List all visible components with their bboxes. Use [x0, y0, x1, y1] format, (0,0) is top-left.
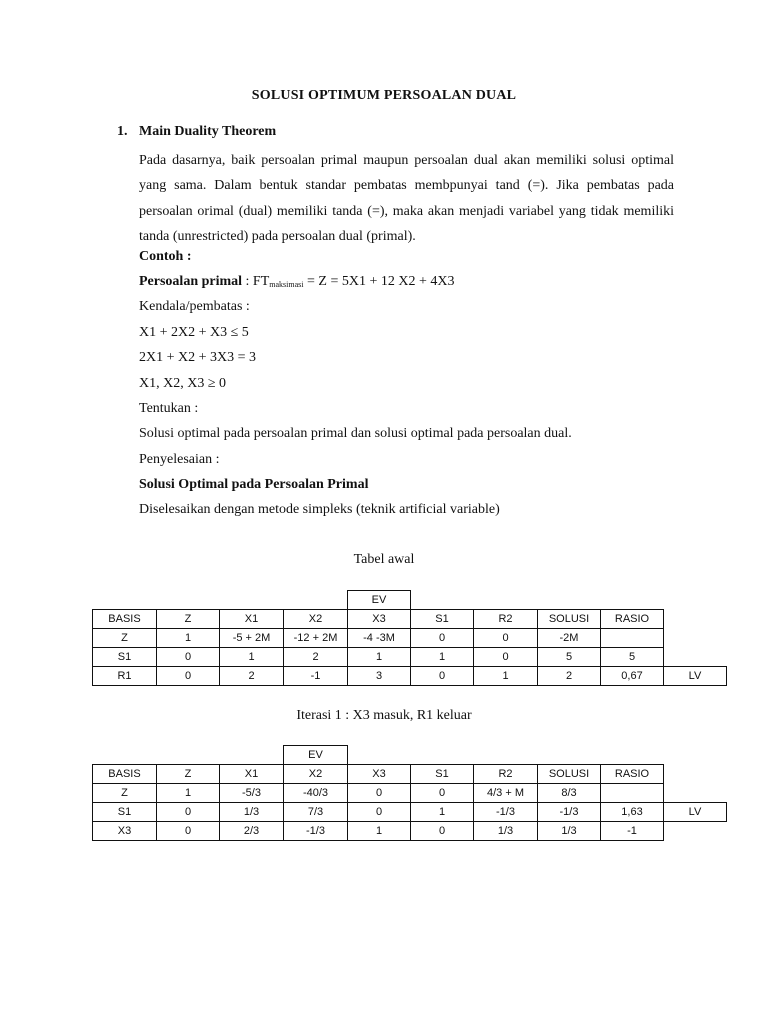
table-cell: 1/3	[474, 822, 538, 841]
table-cell: 0	[411, 667, 474, 686]
table-cell: S1	[93, 648, 157, 667]
table-row	[93, 629, 727, 648]
leaving-variable-note: LV	[664, 667, 727, 686]
table-cell: -12 + 2M	[284, 629, 348, 648]
table-cell: 1	[220, 648, 284, 667]
table-cell: 0	[411, 822, 474, 841]
table-row	[93, 803, 727, 822]
table-cell: Z	[93, 629, 157, 648]
page-title: SOLUSI OPTIMUM PERSOALAN DUAL	[251, 88, 517, 103]
header-cell: R2	[474, 765, 538, 784]
header-cell: Z	[157, 610, 220, 629]
table-cell: -4 -3M	[348, 629, 411, 648]
header-cell: X2	[284, 610, 348, 629]
table-cell: 1,63	[601, 803, 664, 822]
table-2-caption: Iterasi 1 : X3 masuk, R1 keluar	[296, 708, 472, 723]
constraint-2: 2X1 + X2 + 3X3 = 3	[139, 350, 257, 365]
header-cell: R2	[474, 610, 538, 629]
table-row	[93, 667, 727, 686]
header-cell: Z	[157, 765, 220, 784]
header-cell: X3	[348, 610, 411, 629]
header-cell: X1	[220, 610, 284, 629]
leaving-variable-note: LV	[664, 803, 727, 822]
table-cell: 0	[157, 667, 220, 686]
example-label: Contoh :	[139, 249, 192, 264]
constraint-3: X1, X2, X3 ≥ 0	[139, 376, 227, 391]
table-cell: -1/3	[284, 822, 348, 841]
table-cell: 0	[411, 629, 474, 648]
table-row	[93, 648, 727, 667]
table-cell: 0,67	[601, 667, 664, 686]
header-cell: SOLUSI	[538, 765, 601, 784]
table-cell: 1	[348, 822, 411, 841]
section-number: 1.	[117, 124, 128, 139]
table-cell: -2M	[538, 629, 601, 648]
table-cell: 5	[538, 648, 601, 667]
ev-marker: EV	[284, 746, 348, 765]
table-cell: 0	[474, 629, 538, 648]
table-cell: R1	[93, 667, 157, 686]
table-cell: 0	[348, 784, 411, 803]
table-cell: 1	[157, 629, 220, 648]
table-cell: -5 + 2M	[220, 629, 284, 648]
table-cell: 0	[157, 803, 220, 822]
table-cell: S1	[93, 803, 157, 822]
table-cell: 4/3 + M	[474, 784, 538, 803]
header-cell: RASIO	[601, 765, 664, 784]
table-cell: 7/3	[284, 803, 348, 822]
header-cell: RASIO	[601, 610, 664, 629]
header-cell: X2	[284, 765, 348, 784]
table-cell: 8/3	[538, 784, 601, 803]
table-cell	[601, 629, 664, 648]
table-cell: 1/3	[538, 822, 601, 841]
section-heading	[117, 124, 276, 140]
primal-objective	[139, 274, 454, 290]
header-cell: S1	[411, 765, 474, 784]
table-cell: 1/3	[220, 803, 284, 822]
header-cell: X3	[348, 765, 411, 784]
primal-label: Persoalan primal	[139, 274, 243, 289]
table-cell: 0	[411, 784, 474, 803]
task-label: Tentukan :	[139, 401, 199, 416]
constraint-1: X1 + 2X2 + X3 ≤ 5	[139, 325, 249, 340]
table-cell: 2	[284, 648, 348, 667]
table-cell: Z	[93, 784, 157, 803]
table-cell: 1	[474, 667, 538, 686]
table-cell: 0	[348, 803, 411, 822]
primal-sep: : FT	[242, 274, 270, 289]
method-text: Diselesaikan dengan metode simpleks (teknik artificial variable)	[139, 502, 500, 517]
table-1-caption: Tabel awal	[353, 552, 415, 567]
header-cell: BASIS	[93, 610, 157, 629]
constraints-label: Kendala/pembatas :	[139, 299, 250, 314]
ev-row	[93, 591, 727, 610]
section-title: Main Duality Theorem	[139, 124, 277, 139]
table-cell: 1	[157, 784, 220, 803]
task-text: Solusi optimal pada persoalan primal dan solusi optimal pada persoalan dual.	[139, 426, 572, 441]
header-row	[93, 610, 727, 629]
table-row	[93, 784, 727, 803]
primal-subscript: maksimasi	[269, 280, 304, 289]
ev-row	[93, 746, 727, 765]
table-cell: 3	[348, 667, 411, 686]
solution-heading: Solusi Optimal pada Persoalan Primal	[139, 477, 369, 492]
table-cell: 0	[157, 648, 220, 667]
table-cell: 1	[411, 803, 474, 822]
table-cell: -5/3	[220, 784, 284, 803]
table-cell: 5	[601, 648, 664, 667]
table-cell: -1	[284, 667, 348, 686]
header-cell: SOLUSI	[538, 610, 601, 629]
table-cell: -1	[601, 822, 664, 841]
table-cell: 0	[474, 648, 538, 667]
table-cell: 1	[411, 648, 474, 667]
table-cell: -1/3	[538, 803, 601, 822]
header-row	[93, 765, 727, 784]
table-cell: 0	[157, 822, 220, 841]
table-row	[93, 822, 727, 841]
intro-paragraph: Pada dasarnya, baik persoalan primal maupun persoalan dual akan memiliki solusi optimal yang sama. Dalam bentuk standar pembatas membpunyai tand (=). Jika pembatas pada persoalan orimal (dual) memiliki tanda (=), maka akan menjadi variabel yang tidak memiliki tanda (unrestricted) pada persoalan dual (primal).	[139, 153, 674, 245]
table-cell	[601, 784, 664, 803]
header-cell: S1	[411, 610, 474, 629]
solution-label: Penyelesaian :	[139, 452, 220, 467]
table-cell: 1	[348, 648, 411, 667]
header-cell: X1	[220, 765, 284, 784]
ev-marker: EV	[348, 591, 411, 610]
simplex-table-1	[92, 590, 727, 686]
table-cell: 2	[538, 667, 601, 686]
table-cell: 2	[220, 667, 284, 686]
table-cell: -1/3	[474, 803, 538, 822]
table-cell: X3	[93, 822, 157, 841]
primal-equation: = Z = 5X1 + 12 X2 + 4X3	[303, 274, 455, 289]
simplex-table-2	[92, 745, 727, 841]
header-cell: BASIS	[93, 765, 157, 784]
table-cell: -40/3	[284, 784, 348, 803]
table-cell: 2/3	[220, 822, 284, 841]
